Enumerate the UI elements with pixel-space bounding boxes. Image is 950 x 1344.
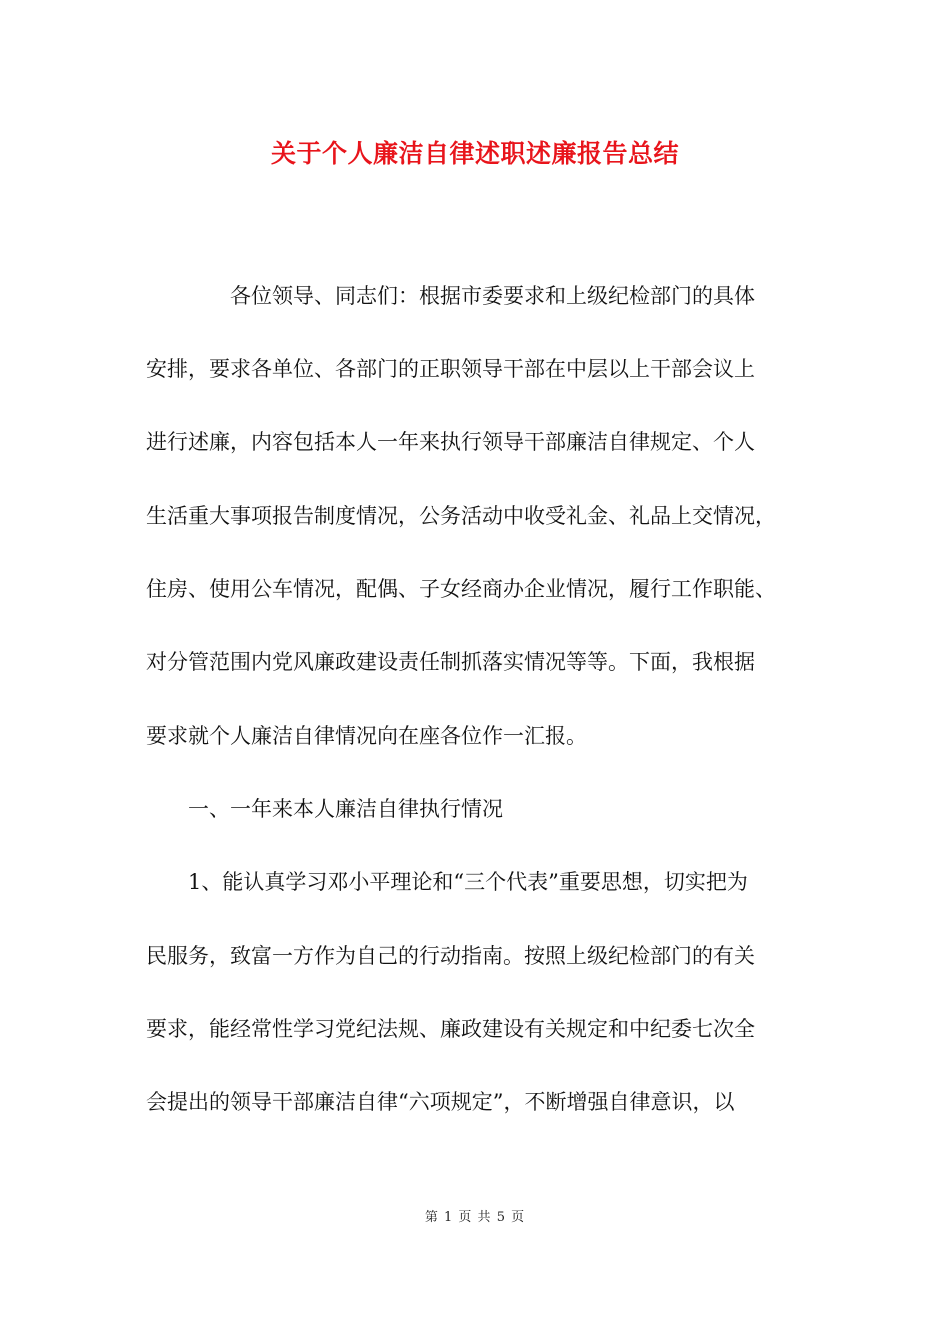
paragraph-line: 各位领导、同志们：根据市委要求和上级纪检部门的具体 (146, 284, 755, 308)
section-heading: 一、一年来本人廉洁自律执行情况 (146, 797, 503, 821)
paragraph-line: 住房、使用公车情况，配偶、子女经商办企业情况，履行工作职能、 (146, 577, 776, 601)
document-title: 关于个人廉洁自律述职述廉报告总结 (270, 139, 679, 168)
paragraph-line: 生活重大事项报告制度情况，公务活动中收受礼金、礼品上交情况， (146, 504, 776, 528)
paragraph-line: 民服务，致富一方作为自己的行动指南。按照上级纪检部门的有关 (146, 944, 755, 968)
paragraph-line: 安排，要求各单位、各部门的正职领导干部在中层以上干部会议上 (146, 357, 755, 381)
paragraph-line: 对分管范围内党风廉政建设责任制抓落实情况等等。下面，我根据 (146, 650, 755, 674)
paragraph-line: 要求就个人廉洁自律情况向在座各位作一汇报。 (146, 724, 587, 748)
paragraph-line: 要求，能经常性学习党纪法规、廉政建设有关规定和中纪委七次全 (146, 1017, 755, 1041)
paragraph-line: 1、能认真学习邓小平理论和“三个代表”重要思想，切实把为 (146, 870, 748, 894)
paragraph-line: 会提出的领导干部廉洁自律“六项规定”，不断增强自律意识，以 (146, 1090, 735, 1114)
paragraph-line: 进行述廉，内容包括本人一年来执行领导干部廉洁自律规定、个人 (146, 430, 755, 454)
page-number: 第 1 页 共 5 页 (424, 1210, 526, 1225)
